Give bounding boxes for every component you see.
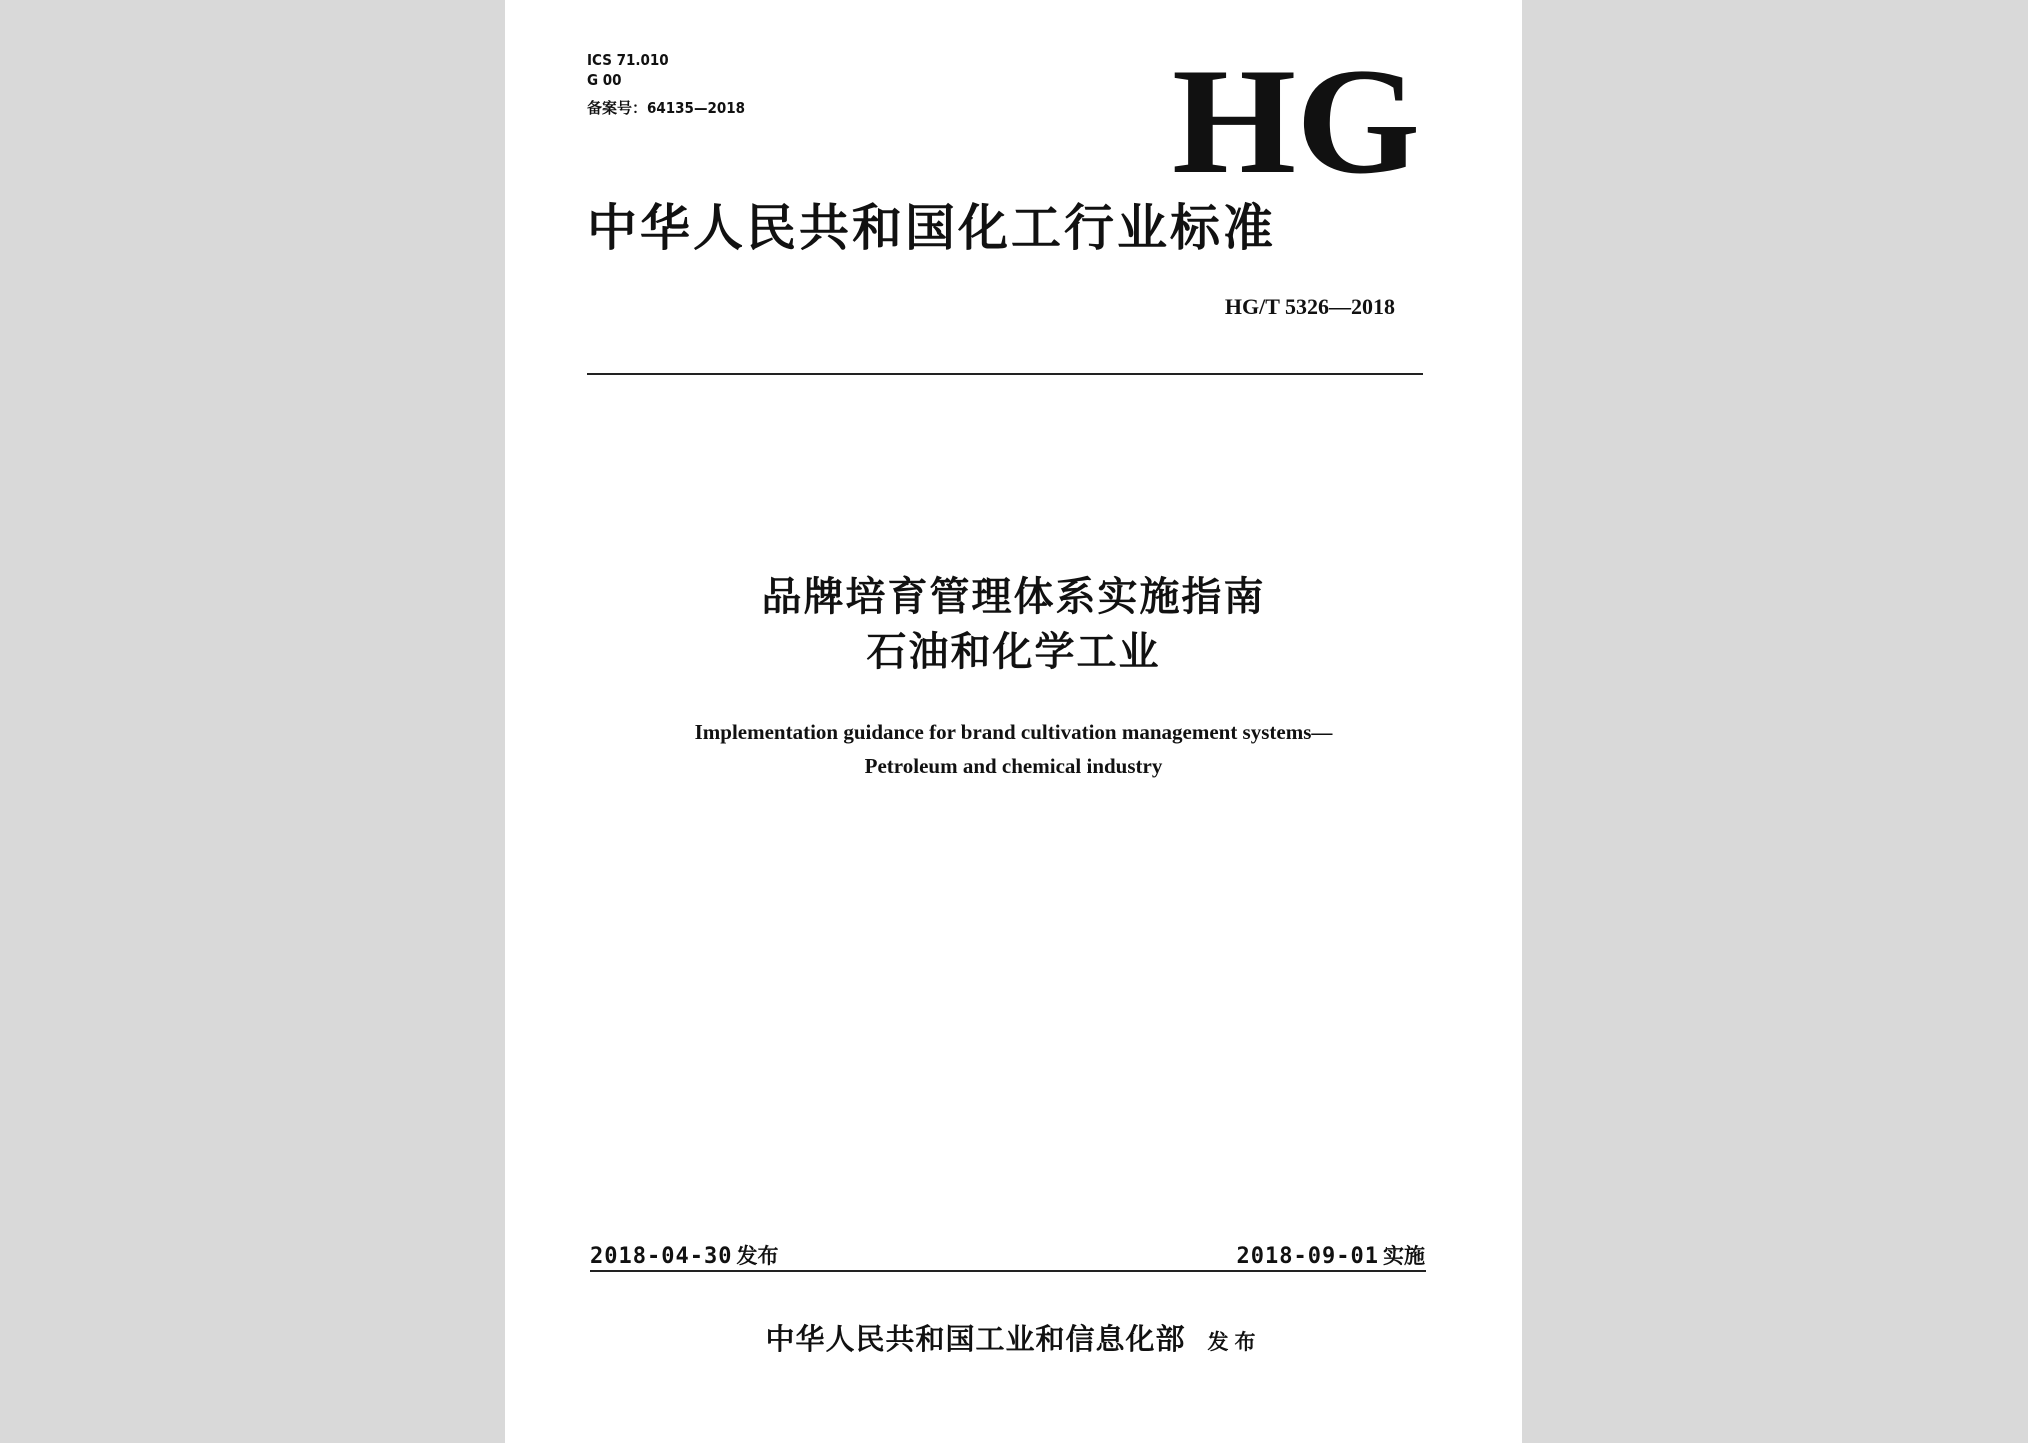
effective-date-value: 2018-09-01	[1236, 1244, 1379, 1269]
title-cn-line2: 石油和化学工业	[866, 629, 1161, 675]
publisher-name: 中华人民共和国工业和信息化部	[765, 1322, 1186, 1356]
title-cn-line1: 品牌培育管理体系实施指南	[761, 574, 1266, 620]
org-title: 中华人民共和国化工行业标准	[587, 199, 1276, 257]
issue-date-label: 发布	[736, 1244, 779, 1268]
title-en-line1: Implementation guidance for brand cultivation management systems—	[694, 720, 1333, 744]
effective-date	[1237, 1240, 1425, 1270]
title-en-line2: Petroleum and chemical industry	[864, 754, 1163, 778]
record-number: 备案号：64135—2018	[587, 99, 746, 117]
issue-date-value: 2018-04-30	[590, 1244, 733, 1269]
effective-date-label: 实施	[1383, 1244, 1425, 1268]
ics-code: ICS 71.010	[587, 51, 669, 69]
publisher-action: 发布	[1207, 1330, 1262, 1354]
publisher	[505, 1317, 1522, 1358]
document-page	[505, 0, 1522, 1443]
ccs-code: G 00	[587, 71, 622, 89]
top-divider	[587, 373, 1423, 375]
category-mark: HG	[1172, 37, 1421, 205]
bottom-divider	[590, 1270, 1426, 1272]
standard-code: HG/T 5326—2018	[1224, 294, 1395, 319]
issue-date	[590, 1240, 778, 1270]
